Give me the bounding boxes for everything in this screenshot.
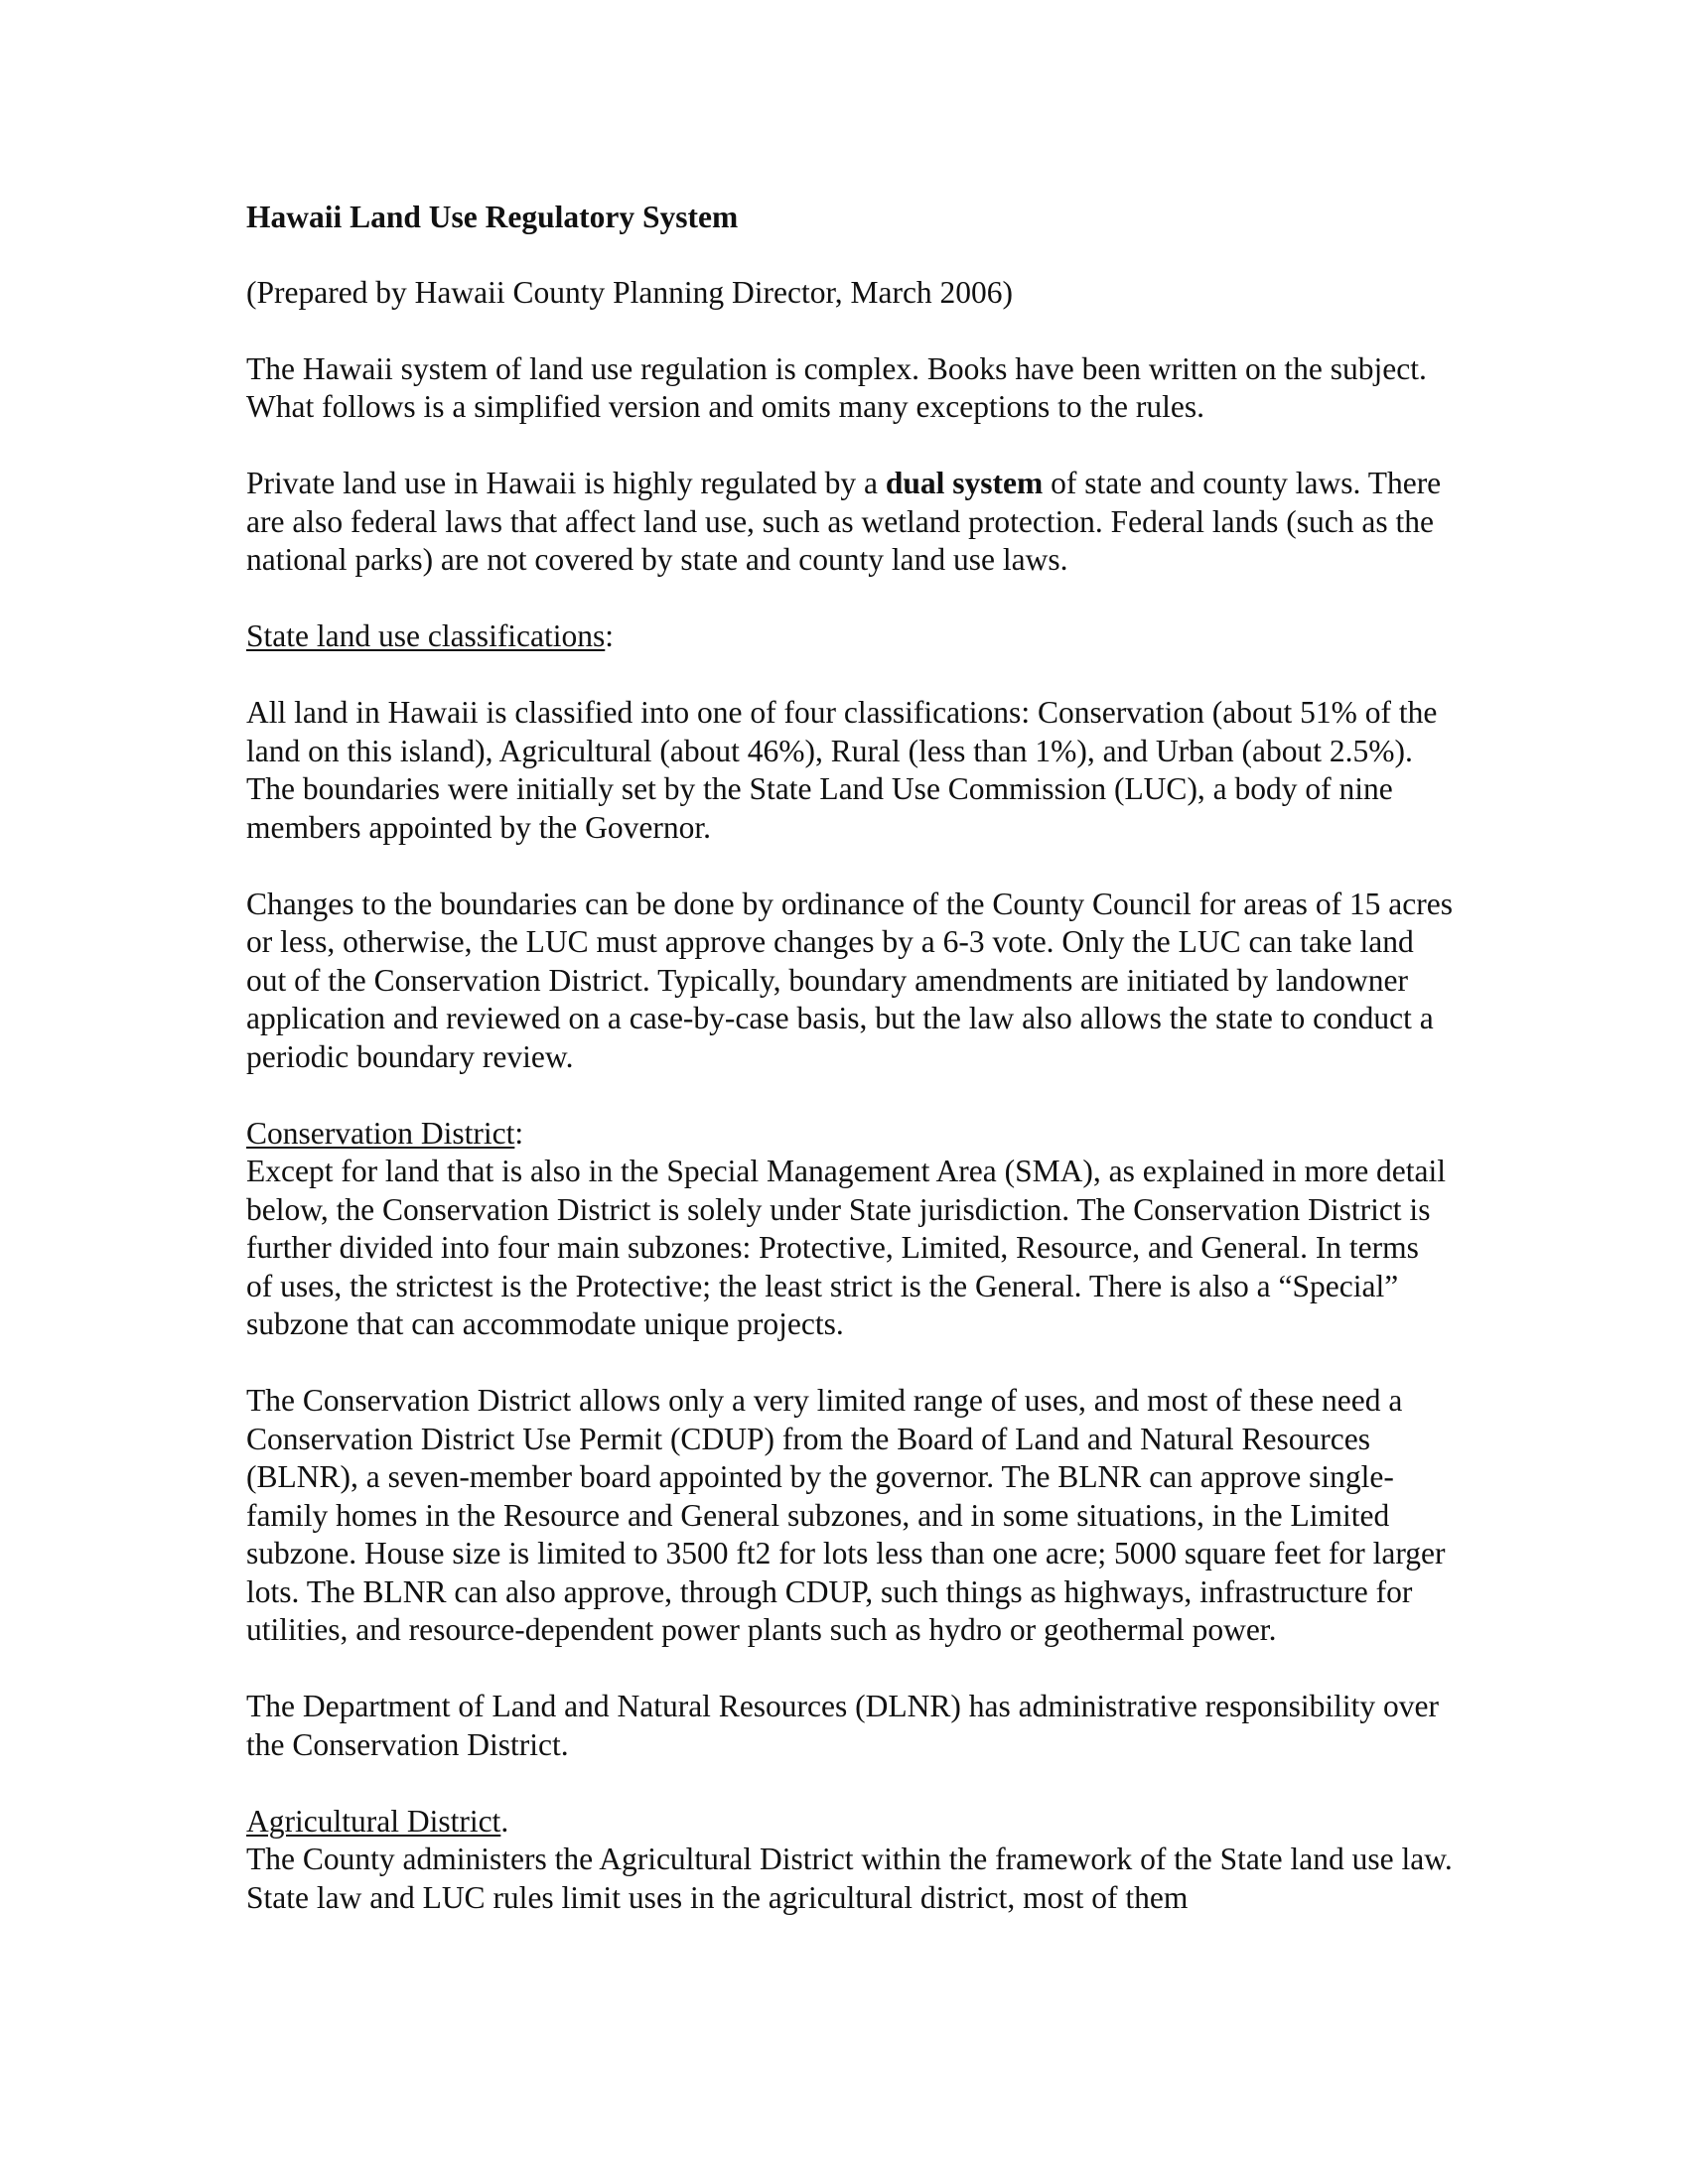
agricultural-district-heading [246,1803,1453,1842]
document-page [246,199,1453,1917]
conservation-paragraph-1: Except for land that is also in the Special Management Area (SMA), as explained in more detail below, the Conservation District is solely under State jurisdiction. The Conservation District is further divided into four main subzones: Protective, Limited, Resource, and General. In terms of uses, the strictest is the Protective; the least strict is the General. There is also a “Special” subzone that can accommodate unique projects. [246,1154,1447,1341]
state-classifications-heading-suffix: : [605,618,615,653]
document-title: Hawaii Land Use Regulatory System [246,200,739,234]
agricultural-district-heading-text: Agricultural District [246,1803,501,1839]
state-classifications-heading [246,617,1453,656]
dual-system-paragraph [246,465,1453,580]
conservation-district-heading-suffix: : [514,1115,524,1151]
state-classifications-heading-text: State land use classifications [246,618,606,653]
classifications-paragraph: All land in Hawaii is classified into one of four classifications: Conservation (about 51% of the land on this island), Agricultural (about 46%), Rural (less than 1%), and Urban (about 2.5%). The boundaries were initially set by the State Land Use Commission (LUC), a body of nine members appointed by the Governor. [246,695,1438,845]
dual-system-text-before: Private land use in Hawaii is highly regulated by a [246,466,886,500]
conservation-district-heading-text: Conservation District [246,1115,515,1151]
agricultural-paragraph-1: The County administers the Agricultural District within the framework of the State land use law. State law and LUC rules limit uses in the agricultural district, most of them [246,1842,1453,1915]
intro-paragraph: The Hawaii system of land use regulation is complex. Books have been written on the subject. What follows is a simplified version and omits many exceptions to the rules. [246,350,1427,424]
document-subtitle: (Prepared by Hawaii County Planning Director, March 2006) [246,274,1014,310]
conservation-paragraph-2: The Conservation District allows only a very limited range of uses, and most of these need a Conservation District Use Permit (CDUP) from the Board of Land and Natural Resources (BLNR), a seven-member board appointed by the governor. The BLNR can approve single-family homes in the Resource and General subzones, and in some situations, in the Limited subzone. House size is limited to 3500 ft2 for lots less than one acre; 5000 square feet for larger lots. The BLNR can also approve, through CDUP, such things as highways, infrastructure for utilities, and resource-dependent power plants such as hydro or geothermal power. [246,1383,1446,1647]
agricultural-district-heading-suffix: . [500,1803,509,1839]
dual-system-text-after: of state and county laws. There are also federal laws that affect land use, such as wetland protection. Federal lands (such as the national parks) are not covered by state and county land use laws. [246,466,1442,577]
conservation-district-heading [246,1115,1453,1154]
conservation-paragraph-3: The Department of Land and Natural Resources (DLNR) has administrative responsibility over the Conservation District. [246,1689,1440,1762]
dual-system-emphasis: dual system [885,466,1044,500]
boundary-changes-paragraph: Changes to the boundaries can be done by ordinance of the County Council for areas of 15 acres or less, otherwise, the LUC must approve changes by a 6-3 vote. Only the LUC can take land out of the Conservation District. Typically, boundary amendments are initiated by landowner application and reviewed on a case-by-case basis, but the law also allows the state to conduct a periodic boundary review. [246,886,1453,1074]
